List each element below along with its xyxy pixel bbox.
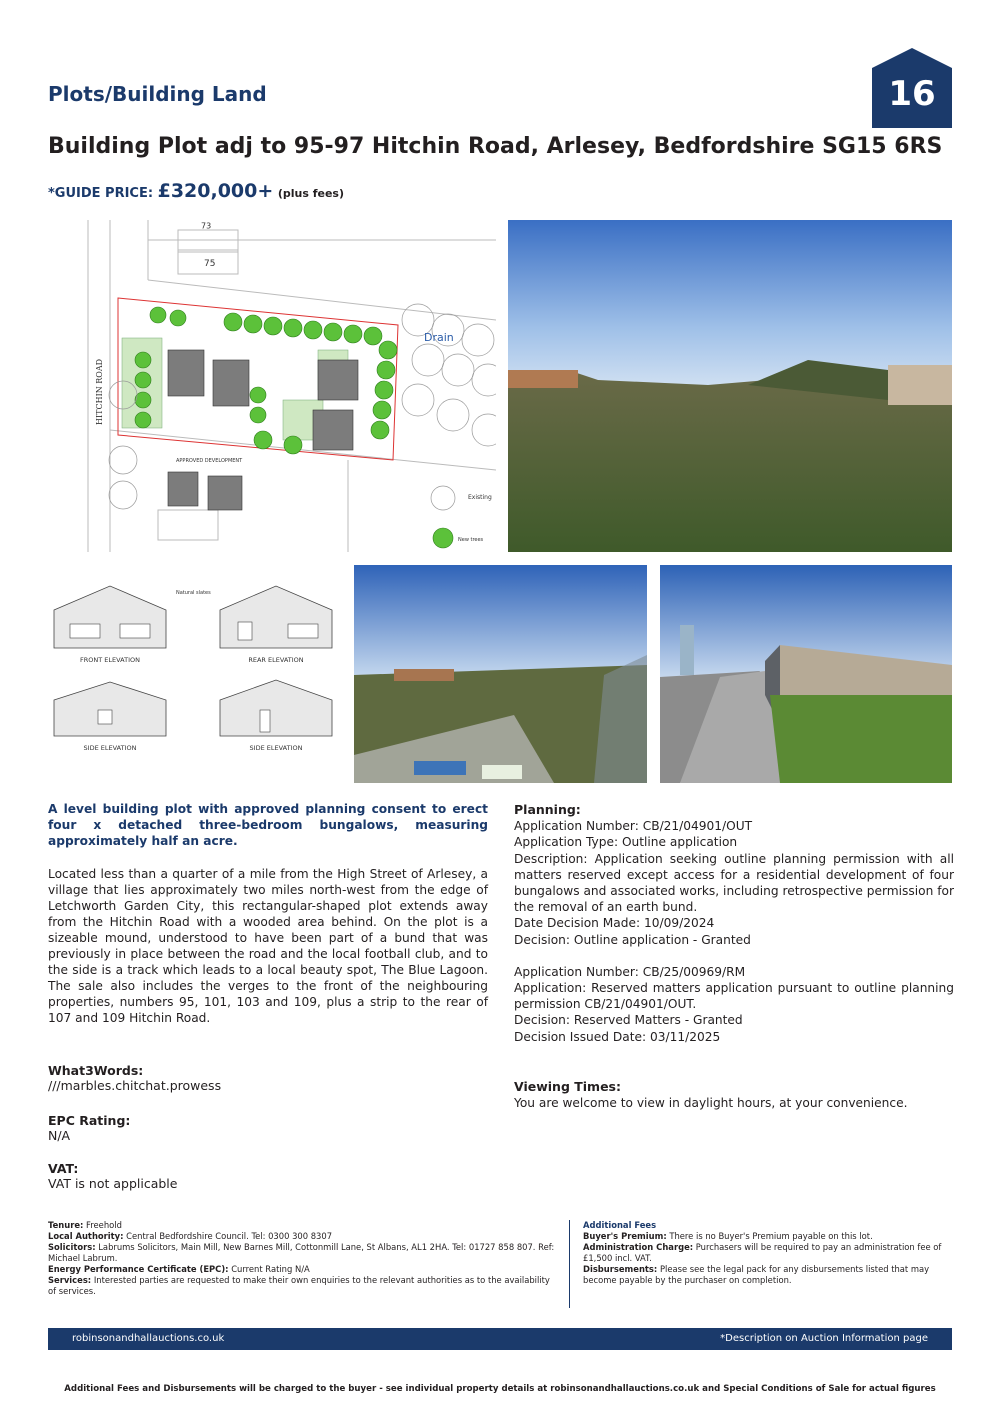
footer-note: *Description on Auction Information page — [720, 1333, 928, 1344]
solicitors-value: Labrums Solicitors, Main Mill, New Barnes Mill, Cottonmill Lane, St Albans, AL1 2HA. Tel: 01727 858 807. Ref: Michael Labrum. — [48, 1242, 555, 1263]
app2-decision: Decision: Reserved Matters - Granted — [514, 1013, 743, 1028]
app1-date: Date Decision Made: 10/09/2024 — [514, 916, 715, 931]
roof-note: Natural slates — [176, 590, 211, 596]
app1-type: Application Type: Outline application — [514, 835, 738, 850]
epc-block — [48, 1113, 130, 1143]
additional-fees — [583, 1220, 953, 1286]
authority-value: Central Bedfordshire Council. Tel: 0300 300 8307 — [126, 1231, 333, 1241]
property-details — [48, 1220, 556, 1297]
app1-number: Application Number: CB/21/04901/OUT — [514, 819, 753, 834]
epc-value: N/A — [48, 1128, 71, 1143]
tenure-value: Freehold — [86, 1220, 122, 1230]
disbursements-value: Please see the legal pack for any disbursements listed that may become payable by the purchaser on completion. — [583, 1264, 930, 1285]
viewing-text: You are welcome to view in daylight hours, at your convenience. — [514, 1096, 908, 1111]
fees-heading: Additional Fees — [583, 1220, 657, 1230]
site-photo-road — [660, 565, 952, 783]
epc-cert-label: Energy Performance Certificate (EPC): — [48, 1264, 229, 1274]
description-body: Located less than a quarter of a mile from the High Street of Arlesey, a village that lies approximately two miles north-west from the edge of Letchworth Garden City, this rectangular-shaped plot extends away from the Hitchin Road with a wooded area behind. On the plot is a sizeable mound, understood to have been part of a bund that was previously in place between the road and the local football club, and to the side is a track which leads to a local beauty spot, The Blue Lagoon. The sale also includes the verges to the front of the neighbouring properties, numbers 95, 101, 103 and 109, plus a strip to the rear of 107 and 109 Hitchin Road. — [48, 867, 488, 1025]
planning-label: Planning: — [514, 802, 581, 817]
photo-field-view — [508, 220, 952, 552]
app1-description: Description: Application seeking outline planning permission with all matters reserved except access for a residential development of four bungalows and associated works, including retrospective permission for the removal of an earth bund. — [514, 851, 954, 915]
legend-existing: Existing — [468, 494, 492, 501]
elevations-svg — [48, 570, 344, 760]
viewing-block — [514, 1079, 954, 1111]
road-label: HITCHIN ROAD — [95, 358, 104, 425]
plot-label-75: 75 — [204, 259, 216, 269]
guide-price-suffix: (plus fees) — [277, 187, 344, 200]
what3words-label: What3Words: — [48, 1063, 144, 1078]
app2-number: Application Number: CB/25/00969/RM — [514, 964, 746, 979]
app2-date: Decision Issued Date: 03/11/2025 — [514, 1029, 721, 1044]
services-value: Interested parties are requested to make their own enquiries to the relevant authorities as to the availability of services. — [48, 1275, 550, 1296]
lead-paragraph: A level building plot with approved planning consent to erect four x detached three-bedroom bungalows, measuring approximately half an acre. — [48, 802, 488, 848]
app1-decision: Decision: Outline application - Granted — [514, 932, 751, 947]
epc-label: EPC Rating: — [48, 1113, 131, 1128]
admin-label: Administration Charge: — [583, 1242, 694, 1252]
disbursements-label: Disbursements: — [583, 1264, 658, 1274]
fees-divider — [569, 1220, 570, 1308]
guide-label: *GUIDE PRICE: — [48, 186, 154, 201]
photo-road-view — [660, 565, 952, 783]
footer-disclaimer: Additional Fees and Disbursements will be charged to the buyer - see individual property details at robinsonandhallauctions.co.uk and Special Conditions of Sale for actual figures — [64, 1384, 936, 1394]
authority-label: Local Authority: — [48, 1231, 124, 1241]
legend-new-trees: New trees — [458, 537, 484, 543]
premium-value: There is no Buyer's Premium payable on this lot. — [669, 1231, 873, 1241]
footer-bar — [48, 1328, 952, 1350]
site-photo-fence — [354, 565, 647, 783]
side-elevation-label-1: SIDE ELEVATION — [83, 744, 137, 752]
elevations-drawing — [48, 570, 344, 760]
premium-label: Buyer's Premium: — [583, 1231, 667, 1241]
photo-fence-view — [354, 565, 647, 783]
vat-value: VAT is not applicable — [48, 1176, 178, 1191]
category-heading: Plots/Building Land — [48, 82, 267, 106]
solicitors-label: Solicitors: — [48, 1242, 96, 1252]
main-site-photo — [508, 220, 952, 552]
viewing-label: Viewing Times: — [514, 1079, 622, 1094]
what3words-value: ///marbles.chitchat.prowess — [48, 1078, 222, 1093]
vat-block — [48, 1161, 177, 1191]
app2-application: Application: Reserved matters application pursuant to outline planning permission CB/21/04901/OUT. — [514, 981, 954, 1012]
property-title: Building Plot adj to 95-97 Hitchin Road, Arlesey, Bedfordshire SG15 6RS — [48, 134, 943, 159]
vat-label: VAT: — [48, 1161, 79, 1176]
site-plan-drawing — [48, 220, 496, 552]
plot-label-73: 73 — [201, 221, 212, 231]
rear-elevation-label: REAR ELEVATION — [248, 656, 304, 664]
planning-block — [514, 802, 954, 1045]
services-label: Services: — [48, 1275, 92, 1285]
footer-website-link[interactable]: robinsonandhallauctions.co.uk — [72, 1333, 225, 1344]
site-plan-image — [48, 220, 496, 552]
side-elevation-label-2: SIDE ELEVATION — [249, 744, 303, 752]
drain-label: Drain — [424, 331, 454, 344]
epc-cert-value: Current Rating N/A — [231, 1264, 310, 1274]
guide-price-value: £320,000+ — [157, 180, 274, 202]
what3words-block — [48, 1063, 221, 1093]
front-elevation-label: FRONT ELEVATION — [80, 656, 140, 664]
admin-value: Purchasers will be required to pay an administration fee of £1,500 incl. VAT. — [583, 1242, 942, 1263]
tenure-label: Tenure: — [48, 1220, 84, 1230]
guide-price — [48, 180, 344, 202]
lot-number-badge — [872, 48, 952, 128]
development-label: APPROVED DEVELOPMENT — [176, 458, 243, 464]
lot-number: 16 — [888, 74, 936, 114]
